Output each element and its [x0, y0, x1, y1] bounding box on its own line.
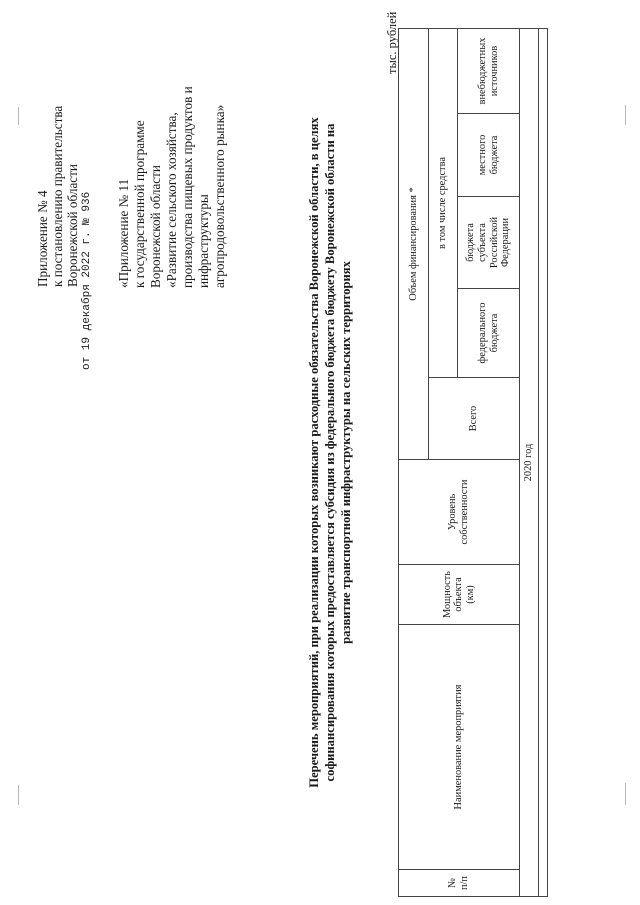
title-line: софинансирования которых предоставляется субсидия из федерального бюджета бюджету Воронежской области на: [323, 123, 337, 782]
header-local-budget: местного бюджета: [457, 113, 520, 197]
header-number: № п/п: [398, 869, 520, 897]
program-appendix-line: Воронежской области: [148, 165, 163, 288]
program-appendix-line: «Приложение № 11: [116, 178, 131, 288]
appendix-number: Приложение № 4: [35, 190, 50, 287]
header-ownership: Уровень собственности: [398, 459, 520, 565]
scan-mark: [18, 107, 19, 125]
program-appendix-line: инфраструктуры: [196, 194, 211, 288]
scan-mark: [625, 105, 626, 125]
appendix-resolution-ref: к постановлению правительства: [50, 105, 65, 287]
program-appendix-line: к государственной программе: [132, 120, 147, 288]
title-line: Перечень мероприятий, при реализации которых возникают расходные обязательства Воронежской области, в целях: [307, 117, 321, 788]
appendix-region: Воронежской области: [65, 164, 80, 287]
program-appendix-line: агропродовольственного рынка»: [212, 104, 227, 288]
header-regional-budget: бюджета субъекта Российской Федерации: [457, 196, 520, 289]
appendix-date: от 19 декабря 2022 г. № 936: [81, 191, 93, 370]
header-extrabudgetary: внебюджетных источников: [457, 28, 520, 114]
row-year: 2020 год: [519, 28, 539, 897]
row-empty: [538, 28, 548, 897]
header-including-funds: в том числе средства: [428, 28, 458, 378]
title-line: развитие транспортной инфраструктуры на сельских территориях: [339, 261, 353, 644]
header-total: Всего: [428, 377, 520, 460]
header-capacity: Мощность объекта (км): [398, 564, 520, 625]
scan-mark: [18, 785, 19, 805]
header-federal-budget: федерального бюджета: [457, 288, 520, 378]
scan-mark: [625, 783, 626, 805]
program-appendix-line: «Развитие сельского хозяйства,: [164, 112, 179, 288]
units-label: тыс. рублей: [385, 11, 399, 74]
header-financing-volume: Объем финансирования *: [398, 28, 429, 460]
header-activity-name: Наименование мероприятия: [398, 624, 520, 870]
program-appendix-line: производства пищевых продуктов и: [180, 86, 195, 288]
